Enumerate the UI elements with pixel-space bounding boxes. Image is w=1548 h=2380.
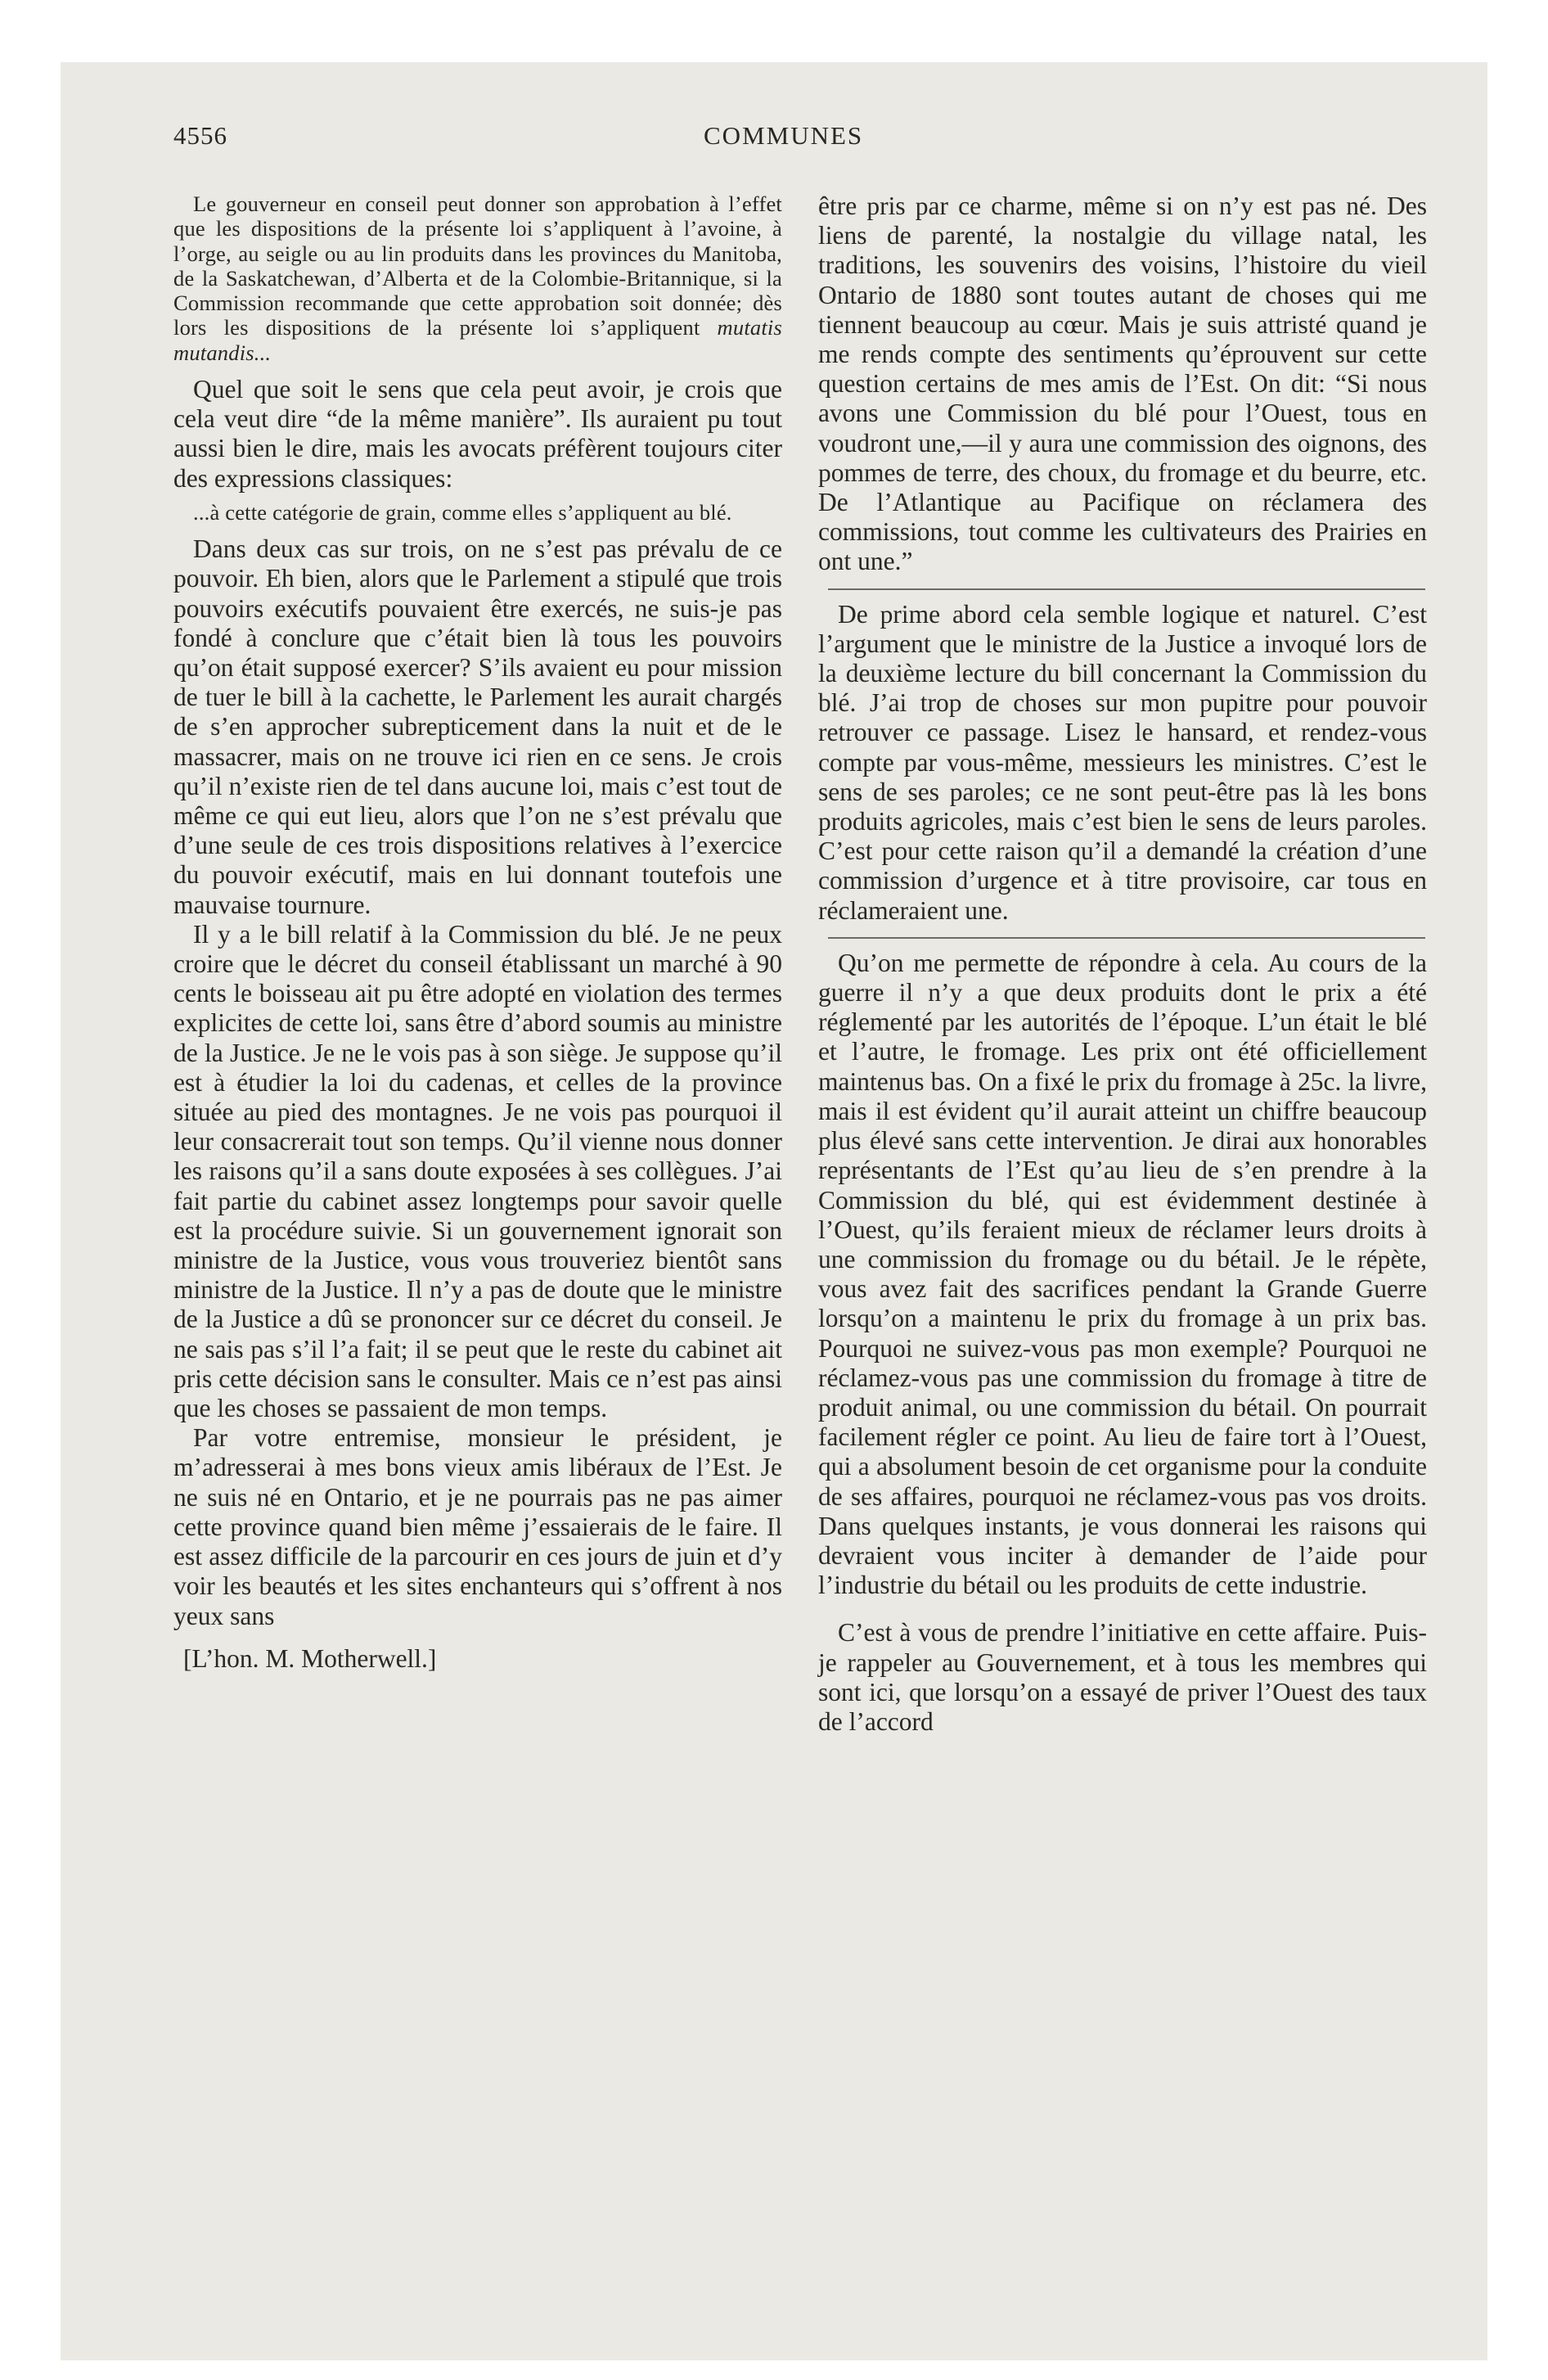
paragraph: Dans deux cas sur trois, on ne s’est pas prévalu de ce pouvoir. Eh bien, alors que le Parlement a stipulé que trois pouvoirs exécutifs pouvaient être exercés, ne suis-je pas fondé à conclure que c’était bien là tous les pouvoirs qu’on était supposé exercer? S’ils avaient eu pour mission de tuer le bill à la cachette, le Parlement les aurait chargés de s’en approcher subrepticement dans la nuit et de le massacrer, mais on ne trouve ici rien en ce sens. Je crois qu’il n’existe rien de tel dans aucune loi, mais c’est tout de même ce qui eut lieu, alors que l’on ne s’est prévalu que d’une seule de ces trois dispositions relatives à l’exercice du pouvoir exécutif, mais en lui donnant toutefois une mauvaise tournure. (173, 534, 782, 919)
spacer (818, 926, 1427, 937)
paragraph: De prime abord cela semble logique et naturel. C’est l’argument que le ministre de la Justice a invoqué lors de la deuxième lecture du bill concernant la Commission du blé. J’ai trop de choses sur mon pupitre pour pouvoir retrouver ce passage. Lisez le hansard, et rendez-vous compte par vous-même, messieurs les ministres. C’est le sens de ses paroles; ce ne sont peut-être pas là les bons produits agricoles, mais c’est bien le sens de leurs paroles. C’est pour cette raison qu’il a demandé la création d’une commission d’urgence et à titre provisoire, car tous en réclameraient une. (818, 599, 1427, 925)
section-rule (828, 588, 1425, 590)
paragraph: Il y a le bill relatif à la Commission du blé. Je ne peux croire que le décret du conseil établissant un marché à 90 cents le boisseau ait pu être adopté en violation des termes explicites de cette loi, sans être d’abord soumis au ministre de la Justice. Je ne le vois pas à son siège. Je suppose qu’il est à étudier la loi du cadenas, et celles de la province située au pied des montagnes. Je ne vois pas pourquoi il leur consacrerait tout son temps. Qu’il vienne nous donner les raisons qu’il a sans doute exposées à ses collègues. J’ai fait partie du cabinet assez longtemps pour savoir quelle est la procédure suivie. Si un gouvernement ignorait son ministre de la Justice, vous vous trouveriez bientôt sans ministre de la Justice. Il n’y a pas de doute que le ministre de la Justice a dû se prononcer sur ce décret du conseil. Je ne sais pas s’il l’a fait; il se peut que le reste du cabinet ait pris cette décision sans le consulter. Mais ce n’est pas ainsi que les choses se passaient de mon temps. (173, 919, 782, 1423)
paragraph: C’est à vous de prendre l’initiative en cette affaire. Puis-je rappeler au Gouvernement, et à tous les membres qui sont ici, que lorsqu’on a essayé de priver l’Ouest des taux de l’accord (818, 1618, 1427, 1736)
page-header (173, 121, 1425, 154)
speaker-attribution: [L’hon. M. Motherwell.] (183, 1643, 437, 1673)
left-column (173, 192, 782, 1674)
paragraph: Qu’on me permette de répondre à cela. Au cours de la guerre il n’y a que deux produits dont le prix a été réglementé par les autorités de l’époque. L’un était le blé et l’autre, le fromage. Les prix ont été officiellement maintenus bas. On a fixé le prix du fromage à 25c. la livre, mais il est évident qu’il aurait atteint un chiffre beaucoup plus élevé sans cette intervention. Je dirai aux honorables représentants de l’Est qu’au lieu de s’en prendre à la Commission du blé, qui est évidemment destinée à l’Ouest, qu’ils feraient mieux de réclamer leurs droits à une commission du fromage ou du bétail. Je le répète, vous avez fait des sacrifices pendant la Grande Guerre lorsqu’on a maintenu le prix du fromage à un prix bas. Pourquoi ne suivez-vous pas mon exemple? Pourquoi ne réclamez-vous pas une commission du fromage à titre de produit animal, ou une commission du bétail. On pourrait facilement régler ce point. Au lieu de faire tort à l’Ouest, qui a absolument besoin de cet organisme pour la conduite de ses affaires, pourquoi ne réclamez-vous pas vos droits. Dans quelques instants, je vous donnerai les raisons qui devraient vous inciter à demander de l’aide pour l’industrie du bétail ou les produits de cette industrie. (818, 948, 1427, 1600)
quote-italic: mutatis mutandis... (173, 315, 782, 365)
paragraph: Par votre entremise, monsieur le président, je m’adresserai à mes bons vieux amis libéraux de l’Est. Je ne suis né en Ontario, et je ne pourrais pas ne pas aimer cette province quand bien même j’essaierais de le faire. Il est assez difficile de la parcourir en ces jours de juin et d’y voir les beautés et les sites enchanteurs qui s’offrent à nos yeux sans (173, 1423, 782, 1630)
quoted-statute-2: ...à cette catégorie de grain, comme elles s’appliquent au blé. (193, 499, 732, 525)
paragraph: Quel que soit le sens que cela peut avoir, je crois que cela veut dire “de la même manière”. Ils auraient pu tout aussi bien le dire, mais les avocats préfèrent toujours citer des expressions classiques: (173, 375, 782, 493)
running-title: COMMUNES (704, 121, 864, 150)
quote-text: Le gouverneur en conseil peut donner son approbation à l’effet que les dispositions de la présente loi s’appliquent à l’avoine, à l’orge, au seigle ou au lin produits dans les provinces du Manitoba, de la Saskatchewan, d’Alberta et de la Colombie-Britannique, si la Commission recommande que cette approbation soit donnée; dès lors les dispositions de la présente loi s’appliquent (173, 192, 782, 340)
quoted-statute-1 (173, 192, 782, 365)
paragraph: être pris par ce charme, même si on n’y est pas né. Des liens de parenté, la nostalgie du village natal, les traditions, les souvenirs des voisins, l’histoire du vieil Ontario de 1880 sont toutes autant de choses qui me tiennent beaucoup au cœur. Mais je suis attristé quand je me rends compte des sentiments qu’éprouvent sur cette question certains de mes amis de l’Est. On dit: “Si nous avons une Commission du blé pour l’Ouest, tous en voudront une,—il y aura une commission des oignons, des pommes de terre, des choux, du fromage et du beurre, etc. De l’Atlantique au Pacifique on réclamera des commissions, tout comme les cultivateurs des Prairies en ont une.” (818, 192, 1427, 576)
page-number: 4556 (173, 121, 227, 150)
spacer (818, 577, 1427, 588)
section-rule (828, 937, 1425, 939)
right-column (818, 192, 1427, 1737)
